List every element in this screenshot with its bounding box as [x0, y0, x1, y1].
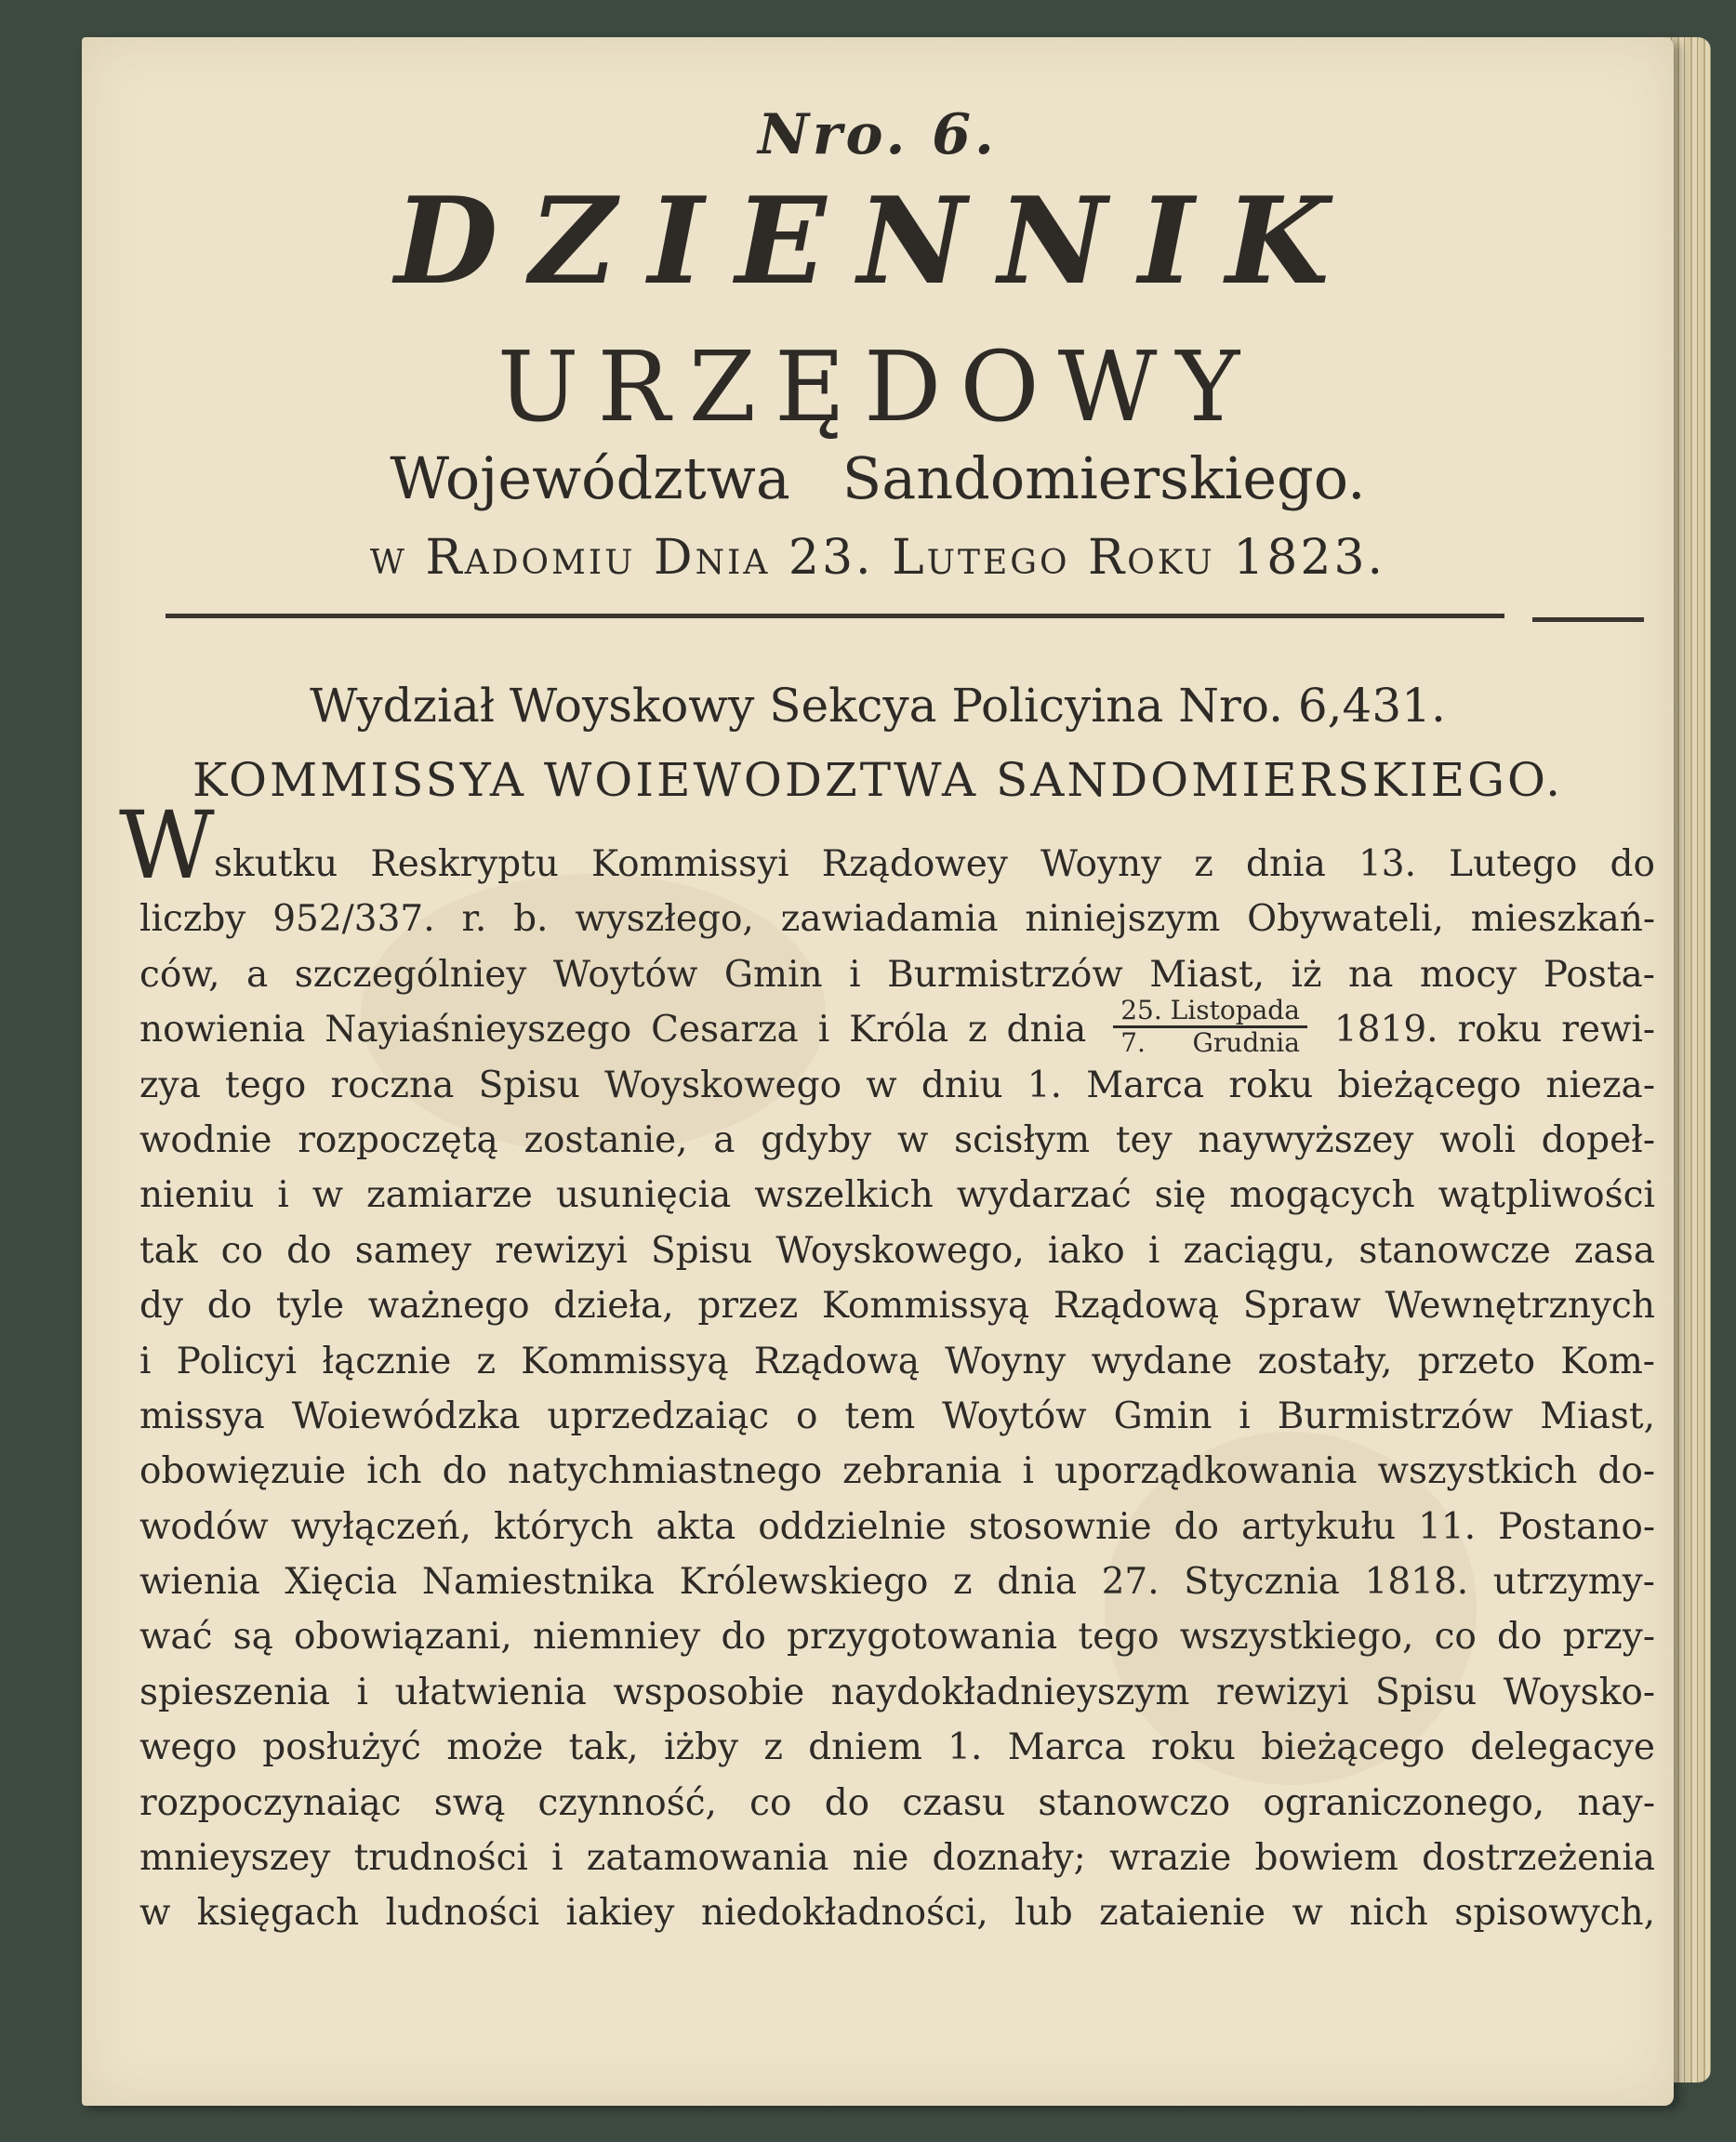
body-line: i Policyi łącznie z Kommissyą Rządową Woyny wydane zostały, przeto Kom- — [139, 1340, 1655, 1382]
body-line: wodnie rozpoczętą zostanie, a gdyby w scisłym tey naywyższey woli dopeł- — [139, 1118, 1655, 1161]
body-line: liczby 952/337. r. b. wyszłego, zawiadamia niniejszym Obywateli, mieszkań- — [139, 898, 1655, 941]
fraction-denominator: 7. Grudnia — [1120, 1026, 1300, 1058]
dateline: w Radomiu Dnia 23. Lutego Roku 1823. — [369, 530, 1386, 586]
body-line-segment: 1819. roku rewi- — [1333, 1009, 1656, 1051]
department-heading: Wydział Woyskowy Sekcya Policyina Nro. 6,431. — [310, 679, 1446, 733]
body-line: wodów wyłączeń, których akta oddzielnie stosownie do artykułu 11. Postano- — [139, 1505, 1655, 1548]
body-line: wego posłużyć może tak, iżby z dniem 1. Marca roku bieżącego delegacye — [139, 1726, 1655, 1769]
document-page — [82, 37, 1674, 2106]
body-line: dy do tyle ważnego dzieła, przez Kommissyą Rządową Spraw Wewnętrznych — [139, 1285, 1655, 1328]
body-line: zya tego roczna Spisu Woyskowego w dniu 1. Marca roku bieżącego nieza- — [139, 1064, 1655, 1106]
body-line: obowięzuie ich do natychmiastnego zebrania i uporządkowania wszystkich do- — [139, 1450, 1655, 1493]
drop-cap: W — [119, 791, 215, 900]
body-line: w księgach ludności iakiey niedokładności, lub zataienie w nich spisowych, — [139, 1892, 1655, 1935]
date-fraction — [1113, 996, 1307, 1058]
fraction-numerator: 25. Listopada — [1113, 996, 1307, 1028]
masthead-title-urzedowy: URZĘDOWY — [497, 330, 1259, 443]
body-line-with-fraction — [139, 994, 1656, 1058]
commission-heading: KOMMISSYA WOIEWODZTWA SANDOMIERSKIEGO. — [192, 753, 1564, 807]
header-rule-short — [1532, 617, 1644, 622]
body-line: spieszenia i ułatwienia wsposobie naydokładnieyszym rewizyi Spisu Woysko- — [139, 1671, 1655, 1713]
masthead-subtitle-voivodeship: Województwa — [390, 444, 790, 512]
masthead-subtitle-sandomierz: Sandomierskiego. — [841, 444, 1366, 512]
body-line: mnieyszey trudności i zatamowania nie doznały; wrazie bowiem dostrzeżenia — [139, 1837, 1655, 1880]
body-line-segment: nowienia Nayiaśnieyszego Cesarza i Króla z dnia — [139, 1009, 1087, 1051]
body-line: missya Woiewódzka uprzedzaiąc o tem Woytów Gmin i Burmistrzów Miast, — [139, 1395, 1655, 1437]
body-line: tak co do samey rewizyi Spisu Woyskowego, iako i zaciągu, stanowcze zasa — [139, 1229, 1655, 1272]
body-line: ców, a szczególniey Woytów Gmin i Burmistrzów Miast, iż na mocy Posta- — [139, 953, 1655, 996]
body-line: wać są obowiązani, niemniey do przygotowania tego wszystkiego, co do przy- — [139, 1616, 1655, 1659]
body-line: wienia Xięcia Namiestnika Królewskiego z dnia 27. Stycznia 1818. utrzymy- — [139, 1561, 1655, 1604]
body-text — [139, 837, 1655, 1941]
issue-number: Nro. 6. — [758, 102, 998, 167]
masthead-subtitle — [82, 444, 1674, 512]
body-line: skutku Reskryptu Kommissyi Rządowey Woyny z dnia 13. Lutego do — [214, 843, 1655, 885]
body-line: rozpoczynaiąc swą czynność, co do czasu stanowczo ograniczonego, nay- — [139, 1781, 1655, 1824]
body-line: nieniu i w zamiarze usunięcia wszelkich wydarzać się mogących wątpliwości — [139, 1174, 1655, 1217]
masthead-title-dziennik: DZIENNIK — [394, 172, 1361, 311]
header-rule — [166, 614, 1504, 618]
